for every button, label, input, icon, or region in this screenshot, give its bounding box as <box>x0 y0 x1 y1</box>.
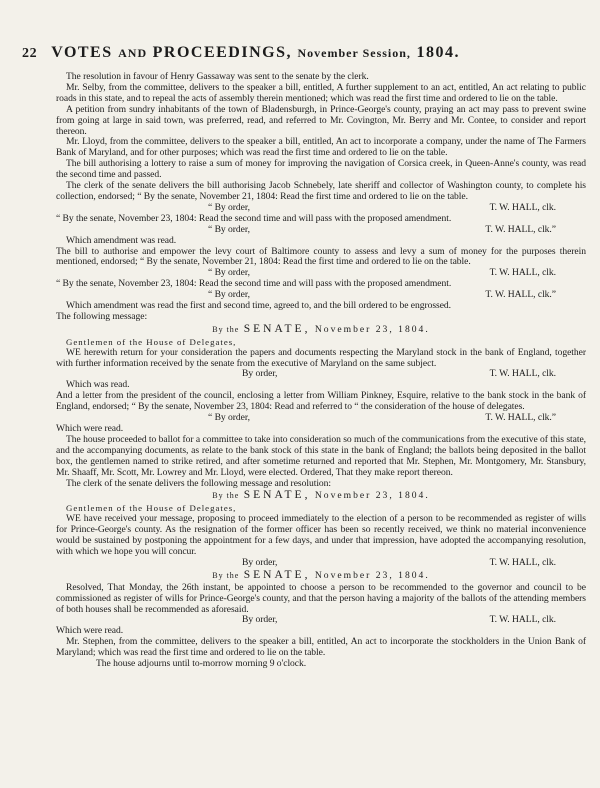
clerk-name: T. W. HALL, clk. <box>489 556 556 568</box>
paragraph: Mr. Selby, from the committee, delivers to the speaker a bill, entitled, A further supplement to an act, entitled, An act relating to public roads in this state, and to repeal the acts of assembly therein mentioned; which was read the first time and ordered to lie on the table. <box>56 81 586 104</box>
paragraph: And a letter from the president of the council, enclosing a letter from William Pinkney, Esquire, relative to the bank stock in the bank of England, endorsed; “ By the senate, November 23, 1804: Read and referred to “ the consideration of the house of delegates. <box>56 390 586 413</box>
paragraph: Which amendment was read. <box>66 234 177 246</box>
by-order: By order, <box>242 614 278 626</box>
signature-line <box>56 413 586 424</box>
signature-line <box>56 225 586 236</box>
signature-line <box>56 615 586 626</box>
paragraph: The house adjourns until to-morrow morning 9 o'clock. <box>96 658 307 670</box>
paragraph: “ By the senate, November 23, 1804: Read the second time and will pass with the proposed amendment. <box>56 278 452 290</box>
clerk-name: T. W. HALL, clk. <box>489 614 556 626</box>
paragraph: “ By the senate, November 23, 1804: Read the second time and will pass with the proposed amendment. <box>56 212 452 224</box>
by-order: “ By order, <box>208 412 250 424</box>
by-order: “ By order, <box>208 223 250 235</box>
paragraph: Resolved, That Monday, the 26th instant, be appointed to choose a person to be recommended to the governor and council to be commissioned as register of wills for Prince-George's county, and that the person having a majority of the ballots of the attending members of both houses shall be recommended as aforesaid. <box>56 581 586 615</box>
senate-heading <box>56 490 586 502</box>
paragraph: A petition from sundry inhabitants of the town of Bladensburgh, in Prince-George's county, praying an act may pass to prevent swine from going at large in said town, was preferred, read, and referred to Mr. Covington, Mr. Berry and Mr. Contee, to consider and report thereon. <box>56 103 586 137</box>
page-body <box>56 72 586 670</box>
paragraph: Which were read. <box>56 625 124 637</box>
senate-by: By the <box>212 324 240 334</box>
running-title <box>51 44 460 62</box>
by-order: “ By order, <box>208 201 250 213</box>
salutation: Gentlemen of the House of Delegates, <box>66 503 237 514</box>
clerk-name: T. W. HALL, clk.” <box>485 289 556 301</box>
paragraph: Mr. Stephen, from the committee, delivers to the speaker a bill, entitled, An act to incorporate the stockholders in the Union Bank of Maryland; which was read the first time and ordered to lie on the table. <box>56 636 586 659</box>
senate-date: November 23, 1804. <box>314 490 430 502</box>
paragraph: The clerk of the senate delivers the bill authorising Jacob Schnebely, late sheriff and collector of Washington county, to complete his collection, endorsed; “ By the senate, November 21, 1804: Read the first time and ordered to lie on the table. <box>56 180 586 202</box>
senate-by: By the <box>212 570 240 580</box>
clerk-name: T. W. HALL, clk.” <box>485 412 556 424</box>
paragraph: Mr. Lloyd, from the committee, delivers to the speaker a bill, entitled, An act to incorporate a company, under the name of The Farmers Bank of Maryland, and for other purposes; which was read the first time and ordered to lie on the table. <box>56 136 586 159</box>
paragraph: WE herewith return for your consideration the papers and documents respecting the Maryland stock in the bank of England, together with further information received by the senate from the executive of Maryland on the same subject. <box>56 346 586 369</box>
title-year: 1804. <box>416 44 460 61</box>
senate-heading <box>56 324 586 336</box>
senate-word: SENATE, <box>243 322 311 335</box>
signature-line <box>56 369 586 380</box>
clerk-name: T. W. HALL, clk. <box>489 201 556 213</box>
clerk-name: T. W. HALL, clk. <box>489 267 556 279</box>
senate-date: November 23, 1804. <box>314 323 430 335</box>
title-session: November Session, <box>297 46 411 60</box>
paragraph: The following message: <box>56 310 148 322</box>
title-and: AND <box>118 46 148 60</box>
by-order: By order, <box>242 556 278 568</box>
paragraph: The bill authorising a lottery to raise a sum of money for improving the navigation of Corsica creek, in Queen-Anne's county, was read the second time and passed. <box>56 158 586 181</box>
page-header <box>22 44 580 62</box>
senate-word: SENATE, <box>243 489 311 502</box>
paragraph: The clerk of the senate delivers the following message and resolution: <box>66 477 332 489</box>
paragraph: Which was read. <box>66 379 130 391</box>
senate-word: SENATE, <box>243 568 311 581</box>
paragraph: Which amendment was read the first and second time, agreed to, and the bill ordered to be engrossed. <box>66 300 452 312</box>
by-order: By order, <box>242 368 278 380</box>
by-order: “ By order, <box>208 267 250 279</box>
salutation: Gentlemen of the House of Delegates, <box>66 336 237 347</box>
title-proceedings: PROCEEDINGS, <box>152 44 292 61</box>
paragraph: Which were read. <box>56 423 124 434</box>
clerk-name: T. W. HALL, clk. <box>489 368 556 380</box>
paragraph: The house proceeded to ballot for a committee to take into consideration so much of the communications from the executive of this state, and the accompanying documents, as relate to the bank stock of this state in the bank of England; the ballots being deposited in the ballot box, the gentlemen named to strike retired, and after sometime returned and reported that Mr. Stephen, Mr. Montgomery, Mr. Stansbury, Mr. Shaaff, Mr. Scott, Mr. Lowrey and Mr. Lloyd, were elected. Ordered, That they make report thereon. <box>56 433 586 478</box>
senate-by: By the <box>212 491 240 501</box>
signature-line <box>56 558 586 569</box>
clerk-name: T. W. HALL, clk.” <box>485 223 556 235</box>
title-votes: VOTES <box>51 44 113 61</box>
by-order: “ By order, <box>208 289 250 301</box>
senate-heading <box>56 570 586 582</box>
senate-date: November 23, 1804. <box>314 569 430 581</box>
paragraph: The bill to authorise and empower the levy court of Baltimore county to assess and levy a sum of money for the purposes therein mentioned, endorsed; “ By the senate, November 21, 1804: Read the first time and ordered to lie on the table. <box>56 245 586 268</box>
paragraph: The resolution in favour of Henry Gassaway was sent to the senate by the clerk. <box>66 71 369 82</box>
page-number: 22 <box>22 46 38 61</box>
paragraph: WE have received your message, proposing to proceed immediately to the election of a person to be recommended as register of wills for Prince-George's county. As the resignation of the former officer has been so recently received, we think no material inconvenience would be sustained by postponing the appointment for a few days, and under that impression, have adopted the accompanying resolution, with which we hope you will concur. <box>56 513 586 557</box>
